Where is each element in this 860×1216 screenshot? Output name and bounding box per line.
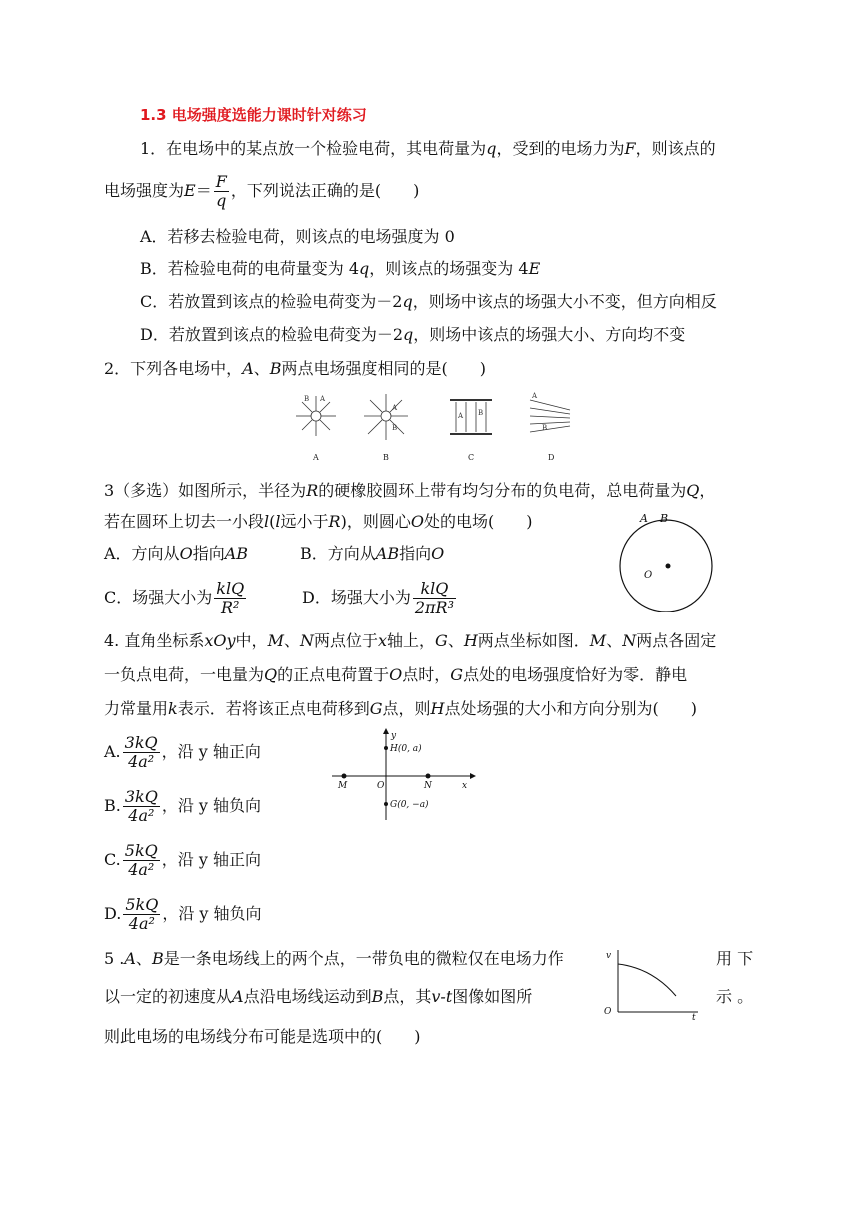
q5-fig-t: t	[692, 1013, 696, 1020]
q4-line2: 一负点电荷，一电量为Q的正点电荷置于O点时，G点处的电场强度恰好为零．静电	[104, 665, 688, 684]
svg-text:A: A	[392, 404, 398, 412]
q1-option-b: B．若检验电荷的电荷量变为 4q，则该点的场强变为 4E	[140, 259, 541, 278]
q3-fig-o: O	[644, 570, 653, 581]
q2-diagram-a	[296, 395, 336, 436]
q4-option-a: A. $\frac{3kQ}{\text{4a²}}$ ，沿 y 轴正向	[104, 733, 261, 771]
q2-label-c: C	[468, 453, 475, 462]
q4-fig-h: H(0, a)	[390, 744, 422, 754]
q4-fig-g: G(0, −a)	[390, 800, 429, 810]
svg-text:B: B	[478, 409, 484, 417]
q3-option-a: A．方向从O指向AB	[104, 544, 249, 563]
q3-option-c: C．场强大小为 $\frac{\text{klQ}}{\text{R²}}$	[104, 579, 245, 617]
q1-option-a: A．若移去检验电荷，则该点的电场强度为 0	[140, 227, 455, 246]
q3-option-b: B．方向从AB指向O	[300, 544, 445, 563]
q1-option-d: D．若放置到该点的检验电荷变为－2q，则场中该点的场强大小、方向均不变	[140, 325, 686, 344]
q3-option-d: D．场强大小为 $\frac{\text{klQ}}{\text{2πR³}}$	[302, 579, 454, 617]
q4-fig-m: M	[338, 781, 348, 791]
q5-line2: 以一定的初速度从A点沿电场线运动到B点，其v-t图像如图所	[104, 987, 533, 1006]
q4-option-d: D. $\frac{5kQ}{\text{4a²}}$ ，沿 y 轴负向	[104, 895, 262, 933]
q5-line2-end: 示 。	[716, 987, 754, 1006]
q2-field-diagrams	[280, 388, 580, 466]
q5-fig-o: O	[604, 1007, 612, 1017]
q3-fig-b: B	[660, 512, 669, 525]
q1-line1: 1．在电场中的某点放一个检验电荷，其电荷量为q，受到的电场力为F，则该点的	[140, 139, 716, 158]
q5-line1: 5 .A、B是一条电场线上的两个点，一带负电的微粒仅在电场力作	[104, 949, 564, 968]
svg-text:B: B	[542, 424, 548, 432]
q5-line3: 则此电场的电场线分布可能是选项中的( )	[104, 1027, 421, 1046]
svg-text:B: B	[392, 424, 398, 432]
q1-fraction: $\frac{F}{q}$	[215, 172, 227, 210]
q5-line1-end: 用 下	[716, 949, 754, 968]
q4-line1: 4. 直角坐标系xOy中，M、N两点位于x轴上，G、H两点坐标如图．M、N两点各固定	[104, 631, 717, 650]
svg-text:A: A	[532, 392, 538, 400]
q2-label-b: B	[383, 453, 389, 462]
q3-line1: 3（多选）如图所示，半径为R的硬橡胶圆环上带有均匀分布的负电荷，总电荷量为Q，	[104, 481, 716, 500]
q2-label-a: A	[313, 453, 319, 462]
q4-option-b: B. $\frac{3kQ}{\text{4a²}}$ ，沿 y 轴负向	[104, 787, 262, 825]
q2-diagram-c	[450, 400, 492, 434]
q4-option-c: C. $\frac{5kQ}{\text{4a²}}$ ，沿 y 轴正向	[104, 841, 261, 879]
q2-stem: 2．下列各电场中，A、B两点电场强度相同的是( )	[104, 359, 487, 378]
svg-text:A: A	[320, 395, 326, 403]
q4-coordinate-figure	[330, 728, 478, 824]
q3-line2: 若在圆环上切去一小段l(l远小于R)，则圆心O处的电场( )	[104, 512, 533, 531]
svg-text:B: B	[304, 395, 310, 403]
page-title: 1.3 电场强度选能力课时针对练习	[140, 106, 367, 124]
q5-vt-graph	[600, 944, 704, 1020]
q4-fig-y: y	[391, 731, 397, 741]
q3-ring-figure	[606, 508, 730, 612]
q1-line2: 电场强度为E＝ $\frac{F}{q}$ ，下列说法正确的是( )	[104, 172, 420, 210]
q2-label-d: D	[548, 453, 555, 462]
q4-line3: 力常量用k表示．若将该正点电荷移到G点，则H点处场强的大小和方向分别为( )	[104, 699, 697, 718]
q3-fig-a: A	[640, 512, 648, 525]
q2-diagram-b	[364, 394, 408, 440]
q5-fig-v: v	[606, 951, 612, 961]
q4-fig-o: O	[377, 781, 385, 791]
q4-fig-n: N	[424, 781, 432, 791]
q4-fig-x: x	[462, 781, 468, 791]
q1-option-c: C．若放置到该点的检验电荷变为－2q，则场中该点的场强大小不变，但方向相反	[140, 292, 717, 311]
svg-text:A: A	[458, 412, 464, 420]
q2-diagram-d	[530, 392, 570, 432]
